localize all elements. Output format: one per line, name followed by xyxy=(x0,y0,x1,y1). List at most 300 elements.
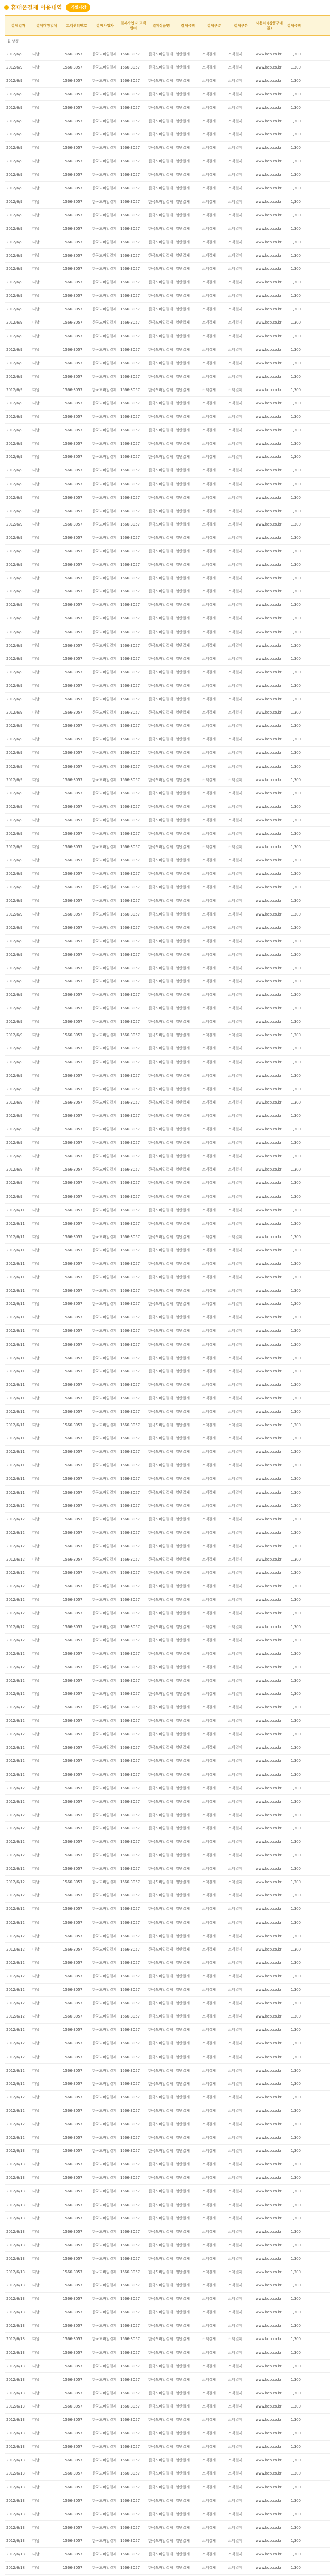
table-cell: 1566-3057 xyxy=(120,656,140,661)
table-cell: 소액결제 xyxy=(202,683,216,688)
table-cell: 소액결제 xyxy=(228,1248,243,1252)
table-cell: 2012/6/12 xyxy=(6,1799,25,1804)
table-cell: 다날 xyxy=(32,643,40,648)
table-row xyxy=(5,1137,330,1150)
table-cell: 소액결제 xyxy=(228,1880,243,1885)
table-cell: 소액결제 xyxy=(228,2324,243,2328)
table-cell: 1,300 xyxy=(290,656,301,661)
table-cell: 1566-3057 xyxy=(63,1221,83,1226)
table-cell: 1566-3057 xyxy=(63,2297,83,2301)
table-cell: 다날 xyxy=(32,455,40,460)
table-cell: 2012/6/11 xyxy=(6,1221,25,1226)
table-cell: 한국모바일결제 xyxy=(148,858,173,863)
table-cell: 한국모바일결제 xyxy=(92,2538,117,2543)
table-cell: www.kcp.co.kr xyxy=(256,858,282,863)
table-cell: 다날 xyxy=(32,912,40,917)
table-cell: 1566-3057 xyxy=(120,2270,140,2275)
table-cell: 다날 xyxy=(32,1651,40,1656)
table-cell: 한국모바일결제 xyxy=(92,1584,117,1589)
table-cell: 일반결제 xyxy=(176,495,190,500)
table-cell: 소액결제 xyxy=(202,2297,216,2301)
table-cell: 다날 xyxy=(32,2229,40,2234)
table-cell: www.kcp.co.kr xyxy=(256,253,282,258)
table-cell: 2012/6/18 xyxy=(6,2566,25,2570)
table-cell: 소액결제 xyxy=(202,2122,216,2126)
table-cell: www.kcp.co.kr xyxy=(256,1396,282,1400)
table-cell: 1566-3057 xyxy=(63,1033,83,1038)
table-cell: 한국모바일결제 xyxy=(148,1638,173,1642)
table-cell: 2012/6/13 xyxy=(6,2377,25,2382)
table-cell: 1566-3057 xyxy=(63,1745,83,1750)
table-cell: 소액결제 xyxy=(202,751,216,755)
table-row xyxy=(5,1015,330,1029)
table-cell: 1566-3057 xyxy=(63,2136,83,2140)
table-cell: 2012/6/18 xyxy=(6,2552,25,2556)
table-cell: www.kcp.co.kr xyxy=(256,2001,282,2006)
table-cell: 1566-3057 xyxy=(120,146,140,150)
table-cell: 한국모바일결제 xyxy=(148,2297,173,2301)
table-cell: 2012/6/12 xyxy=(6,1812,25,1817)
table-cell: 1566-3057 xyxy=(120,1638,140,1642)
table-cell: 1,300 xyxy=(290,1732,301,1737)
table-cell: 2012/6/13 xyxy=(6,2283,25,2288)
table-cell: 1,300 xyxy=(290,1530,301,1535)
table-cell: 1566-3057 xyxy=(120,2108,140,2113)
table-cell: 2012/6/9 xyxy=(6,415,23,419)
table-cell: 다날 xyxy=(32,2458,40,2463)
table-cell: 한국모바일결제 xyxy=(148,952,173,957)
table-row xyxy=(5,276,330,290)
table-cell: 다날 xyxy=(32,294,40,298)
table-cell: 일반결제 xyxy=(176,1302,190,1307)
table-cell: 1,300 xyxy=(290,925,301,930)
table-cell: 1,300 xyxy=(290,1100,301,1105)
table-row xyxy=(5,1903,330,1916)
table-cell: 소액결제 xyxy=(228,1812,243,1817)
table-cell: 다날 xyxy=(32,925,40,930)
table-cell: 1566-3057 xyxy=(120,1463,140,1468)
table-cell: 1566-3057 xyxy=(63,2189,83,2194)
table-row xyxy=(5,1459,330,1472)
table-row xyxy=(5,1916,330,1929)
table-cell: 1,300 xyxy=(290,724,301,728)
table-cell: 한국모바일결제 xyxy=(148,2081,173,2086)
table-cell: 소액결제 xyxy=(228,831,243,836)
table-cell: 일반결제 xyxy=(176,1665,190,1669)
table-cell: 1,300 xyxy=(290,307,301,312)
table-cell: 일반결제 xyxy=(176,1503,190,1508)
table-row xyxy=(5,1728,330,1741)
table-cell: 소액결제 xyxy=(228,2189,243,2194)
table-cell: 일반결제 xyxy=(176,1826,190,1831)
table-cell: 1,300 xyxy=(290,1046,301,1051)
table-cell: 소액결제 xyxy=(228,535,243,540)
table-cell: 1,300 xyxy=(290,1974,301,1978)
table-cell: 일반결제 xyxy=(176,2418,190,2422)
table-row xyxy=(5,263,330,276)
table-cell: 한국모바일결제 xyxy=(148,2552,173,2556)
table-cell: www.kcp.co.kr xyxy=(256,1100,282,1105)
table-row xyxy=(5,2427,330,2441)
table-cell: 한국모바일결제 xyxy=(148,791,173,795)
table-cell: 한국모바일결제 xyxy=(92,2485,117,2489)
table-cell: 1,300 xyxy=(290,1691,301,1696)
table-cell: 한국모바일결제 xyxy=(92,697,117,702)
table-cell: 2012/6/13 xyxy=(6,2404,25,2409)
table-cell: 소액결제 xyxy=(202,1261,216,1266)
table-cell: 소액결제 xyxy=(228,415,243,419)
table-cell: 1566-3057 xyxy=(63,643,83,648)
table-cell: 1,300 xyxy=(290,899,301,903)
table-cell: www.kcp.co.kr xyxy=(256,831,282,836)
table-cell: 일반결제 xyxy=(176,2471,190,2476)
table-cell: 2012/6/12 xyxy=(6,2136,25,2140)
table-cell: 다날 xyxy=(32,2028,40,2032)
table-cell: 2012/6/9 xyxy=(6,213,23,217)
table-cell: 소액결제 xyxy=(202,2458,216,2463)
table-cell: www.kcp.co.kr xyxy=(256,132,282,137)
table-cell: www.kcp.co.kr xyxy=(256,1033,282,1038)
table-cell: 2012/6/9 xyxy=(6,589,23,594)
table-cell: 한국모바일결제 xyxy=(92,2566,117,2570)
table-cell: 한국모바일결제 xyxy=(92,1571,117,1575)
table-cell: 한국모바일결제 xyxy=(92,1046,117,1051)
table-cell: 2012/6/13 xyxy=(6,2525,25,2530)
table-cell: 2012/6/9 xyxy=(6,885,23,890)
table-cell: 2012/6/9 xyxy=(6,428,23,433)
table-cell: 일반결제 xyxy=(176,589,190,594)
table-cell: 한국모바일결제 xyxy=(148,1611,173,1616)
table-cell: 다날 xyxy=(32,1867,40,1871)
table-cell: 1566-3057 xyxy=(120,1355,140,1360)
table-cell: 소액결제 xyxy=(228,1113,243,1118)
table-row xyxy=(5,558,330,572)
table-cell: 소액결제 xyxy=(202,1382,216,1387)
table-cell: 1566-3057 xyxy=(63,1450,83,1454)
table-row xyxy=(5,1217,330,1230)
table-cell: 한국모바일결제 xyxy=(148,2566,173,2570)
table-cell: 소액결제 xyxy=(228,2202,243,2207)
table-cell: 2012/6/11 xyxy=(6,1477,25,1481)
table-cell: 다날 xyxy=(32,1517,40,1521)
table-row xyxy=(5,2507,330,2521)
table-cell: 소액결제 xyxy=(202,1974,216,1978)
table-cell: 한국모바일결제 xyxy=(92,159,117,164)
table-cell: 일반결제 xyxy=(176,2055,190,2059)
table-cell: 한국모바일결제 xyxy=(92,387,117,392)
table-cell: 한국모바일결제 xyxy=(92,1113,117,1118)
table-cell: 소액결제 xyxy=(228,683,243,688)
table-cell: 소액결제 xyxy=(228,979,243,984)
table-cell: 한국모바일결제 xyxy=(92,1154,117,1159)
table-cell: 1,300 xyxy=(290,1651,301,1656)
table-cell: 2012/6/9 xyxy=(6,1127,23,1132)
table-cell: 1566-3057 xyxy=(63,2256,83,2261)
table-cell: 1,300 xyxy=(290,374,301,379)
table-cell: www.kcp.co.kr xyxy=(256,1772,282,1777)
table-cell: 1,300 xyxy=(290,1759,301,1764)
table-cell: 1566-3057 xyxy=(120,267,140,272)
table-cell: 다날 xyxy=(32,213,40,217)
table-cell: 2012/6/9 xyxy=(6,132,23,137)
table-cell: 한국모바일결제 xyxy=(148,1960,173,1965)
table-cell: 1566-3057 xyxy=(63,1530,83,1535)
table-cell: 소액결제 xyxy=(228,2068,243,2073)
table-cell: 1566-3057 xyxy=(120,2512,140,2516)
table-cell: 1566-3057 xyxy=(120,1719,140,1723)
table-cell: 다날 xyxy=(32,361,40,365)
table-cell: 1566-3057 xyxy=(120,2471,140,2476)
table-cell: 한국모바일결제 xyxy=(92,858,117,863)
table-cell: 일반결제 xyxy=(176,361,190,365)
table-cell: 1566-3057 xyxy=(120,1073,140,1078)
table-cell: 다날 xyxy=(32,307,40,312)
table-cell: 일반결제 xyxy=(176,1463,190,1468)
table-cell: 소액결제 xyxy=(202,1410,216,1414)
table-cell: 다날 xyxy=(32,2176,40,2180)
table-cell: 다날 xyxy=(32,1396,40,1400)
table-row xyxy=(5,1163,330,1177)
table-cell: 2012/6/9 xyxy=(6,535,23,540)
table-cell: 한국모바일결제 xyxy=(92,1060,117,1064)
table-cell: 소액결제 xyxy=(202,2350,216,2355)
table-cell: www.kcp.co.kr xyxy=(256,1826,282,1831)
table-cell: 한국모바일결제 xyxy=(148,1234,173,1239)
table-cell: 한국모바일결제 xyxy=(92,253,117,258)
table-cell: 2012/6/9 xyxy=(6,1046,23,1051)
table-row xyxy=(5,1594,330,1607)
table-cell: 1566-3057 xyxy=(63,253,83,258)
table-cell: 한국모바일결제 xyxy=(92,2324,117,2328)
table-cell: 소액결제 xyxy=(202,1772,216,1777)
table-cell: 소액결제 xyxy=(228,1181,243,1185)
table-cell: 1,300 xyxy=(290,2525,301,2530)
table-cell: 다날 xyxy=(32,1261,40,1266)
table-cell: 1566-3057 xyxy=(63,1786,83,1790)
table-cell: www.kcp.co.kr xyxy=(256,2202,282,2207)
table-cell: 다날 xyxy=(32,1329,40,1333)
table-cell: 한국모바일결제 xyxy=(148,2229,173,2234)
table-cell: 다날 xyxy=(32,428,40,433)
table-cell: 소액결제 xyxy=(228,1020,243,1024)
table-cell: 소액결제 xyxy=(202,1396,216,1400)
column-header: 사용처 (상품구매일) xyxy=(256,21,283,30)
table-cell: 소액결제 xyxy=(228,105,243,110)
table-cell: 1566-3057 xyxy=(120,1786,140,1790)
table-cell: www.kcp.co.kr xyxy=(256,1705,282,1710)
table-cell: 소액결제 xyxy=(228,1503,243,1508)
table-cell: 한국모바일결제 xyxy=(92,2162,117,2167)
table-cell: 다날 xyxy=(32,1907,40,1911)
table-cell: www.kcp.co.kr xyxy=(256,1087,282,1091)
table-cell: 일반결제 xyxy=(176,1638,190,1642)
table-row xyxy=(5,961,330,975)
table-cell: 소액결제 xyxy=(202,2337,216,2342)
table-cell: 다날 xyxy=(32,1100,40,1105)
table-cell: 2012/6/13 xyxy=(6,2189,25,2194)
table-cell: 2012/6/12 xyxy=(6,2001,25,2006)
table-cell: 다날 xyxy=(32,1302,40,1307)
table-cell: 소액결제 xyxy=(202,737,216,742)
table-cell: 다날 xyxy=(32,616,40,621)
table-cell: 2012/6/12 xyxy=(6,1759,25,1764)
table-cell: 1566-3057 xyxy=(63,294,83,298)
table-cell: 1566-3057 xyxy=(63,186,83,191)
table-cell: 일반결제 xyxy=(176,186,190,191)
table-row xyxy=(5,2225,330,2239)
table-row xyxy=(5,1862,330,1876)
table-cell: 1566-3057 xyxy=(120,1759,140,1764)
table-cell: 다날 xyxy=(32,603,40,607)
table-cell: 한국모바일결제 xyxy=(148,1867,173,1871)
table-cell: 다날 xyxy=(32,2404,40,2409)
table-cell: 1566-3057 xyxy=(63,2364,83,2368)
table-cell: 소액결제 xyxy=(202,267,216,272)
table-cell: 일반결제 xyxy=(176,2108,190,2113)
table-cell: 소액결제 xyxy=(228,92,243,96)
table-cell: 일반결제 xyxy=(176,119,190,124)
table-cell: www.kcp.co.kr xyxy=(256,1907,282,1911)
table-cell: 1566-3057 xyxy=(63,1772,83,1777)
table-cell: 1566-3057 xyxy=(120,1033,140,1038)
table-cell: 소액결제 xyxy=(202,1678,216,1683)
table-cell: 1566-3057 xyxy=(63,2310,83,2315)
table-cell: 일반결제 xyxy=(176,159,190,164)
table-cell: 한국모바일결제 xyxy=(92,1342,117,1347)
table-row xyxy=(5,2145,330,2158)
table-cell: 소액결제 xyxy=(228,1342,243,1347)
table-cell: 소액결제 xyxy=(202,401,216,405)
table-cell: 한국모바일결제 xyxy=(148,253,173,258)
table-cell: 1566-3057 xyxy=(120,993,140,997)
table-cell: 1,300 xyxy=(290,1060,301,1064)
table-cell: 1566-3057 xyxy=(120,2552,140,2556)
table-cell: 1566-3057 xyxy=(120,1812,140,1817)
table-cell: 한국모바일결제 xyxy=(92,630,117,634)
table-cell: 2012/6/9 xyxy=(6,1181,23,1185)
table-row xyxy=(5,316,330,330)
table-cell: 2012/6/9 xyxy=(6,1194,23,1199)
table-cell: 1,300 xyxy=(290,267,301,272)
table-cell: 다날 xyxy=(32,1315,40,1320)
table-row xyxy=(5,1822,330,1835)
table-cell: 일반결제 xyxy=(176,791,190,795)
table-cell: 1566-3057 xyxy=(63,415,83,419)
table-cell: 2012/6/9 xyxy=(6,92,23,96)
table-cell: 2012/6/9 xyxy=(6,791,23,795)
table-cell: 1,300 xyxy=(290,2297,301,2301)
table-cell: 1,300 xyxy=(290,2216,301,2221)
table-cell: 한국모바일결제 xyxy=(148,1033,173,1038)
table-cell: www.kcp.co.kr xyxy=(256,1544,282,1548)
table-cell: 소액결제 xyxy=(202,1719,216,1723)
table-cell: 소액결제 xyxy=(228,2418,243,2422)
table-cell: 1566-3057 xyxy=(63,885,83,890)
table-cell: 소액결제 xyxy=(228,2108,243,2113)
table-cell: 1566-3057 xyxy=(63,1342,83,1347)
table-cell: 1566-3057 xyxy=(63,710,83,715)
table-cell: 2012/6/13 xyxy=(6,2471,25,2476)
table-cell: www.kcp.co.kr xyxy=(256,2297,282,2301)
table-row xyxy=(5,1741,330,1755)
table-row xyxy=(5,1499,330,1513)
table-cell: 다날 xyxy=(32,1275,40,1280)
table-cell: www.kcp.co.kr xyxy=(256,576,282,581)
table-cell: www.kcp.co.kr xyxy=(256,1450,282,1454)
table-cell: 2012/6/11 xyxy=(6,1369,25,1374)
table-cell: 1,300 xyxy=(290,603,301,607)
table-cell: 다날 xyxy=(32,1450,40,1454)
table-cell: 한국모바일결제 xyxy=(92,1934,117,1938)
table-cell: 일반결제 xyxy=(176,1611,190,1616)
table-cell: 소액결제 xyxy=(202,2270,216,2275)
table-cell: www.kcp.co.kr xyxy=(256,1598,282,1602)
table-cell: 2012/6/13 xyxy=(6,2149,25,2154)
table-cell: www.kcp.co.kr xyxy=(256,78,282,83)
table-cell: 1566-3057 xyxy=(63,939,83,943)
table-cell: 일반결제 xyxy=(176,2391,190,2395)
table-cell: 한국모바일결제 xyxy=(148,173,173,177)
table-cell: 1566-3057 xyxy=(120,401,140,405)
table-cell: 1566-3057 xyxy=(63,2552,83,2556)
table-row xyxy=(5,2252,330,2265)
table-cell: 1,300 xyxy=(290,1315,301,1320)
table-cell: 1,300 xyxy=(290,1194,301,1199)
table-cell: 한국모바일결제 xyxy=(148,1893,173,1898)
excel-save-button[interactable]: 엑셀저장 xyxy=(66,3,90,12)
table-cell: 소액결제 xyxy=(202,2538,216,2543)
table-cell: 일반결제 xyxy=(176,2431,190,2436)
table-cell: 2012/6/9 xyxy=(6,522,23,527)
table-cell: 2012/6/12 xyxy=(6,1530,25,1535)
table-cell: 한국모바일결제 xyxy=(148,912,173,917)
table-row xyxy=(5,330,330,343)
table-cell: 소액결제 xyxy=(202,2136,216,2140)
table-cell: 소액결제 xyxy=(228,2014,243,2019)
table-cell: www.kcp.co.kr xyxy=(256,2162,282,2167)
table-cell: 일반결제 xyxy=(176,509,190,513)
table-cell: 다날 xyxy=(32,1786,40,1790)
table-cell: 1566-3057 xyxy=(120,280,140,285)
table-cell: 1,300 xyxy=(290,737,301,742)
table-cell: www.kcp.co.kr xyxy=(256,280,282,285)
table-row xyxy=(5,868,330,881)
table-cell: 다날 xyxy=(32,1073,40,1078)
table-cell: 1566-3057 xyxy=(63,468,83,473)
table-cell: 한국모바일결제 xyxy=(92,1880,117,1885)
table-cell: 한국모바일결제 xyxy=(148,105,173,110)
table-cell: 소액결제 xyxy=(202,1127,216,1132)
table-cell: 1566-3057 xyxy=(120,78,140,83)
table-cell: 한국모바일결제 xyxy=(92,2458,117,2463)
table-cell: 일반결제 xyxy=(176,2149,190,2154)
table-cell: 다날 xyxy=(32,818,40,822)
table-cell: 소액결제 xyxy=(228,495,243,500)
table-cell: 한국모바일결제 xyxy=(92,2404,117,2409)
table-cell: 소액결제 xyxy=(228,387,243,392)
table-cell: 1566-3057 xyxy=(63,818,83,822)
table-cell: www.kcp.co.kr xyxy=(256,1463,282,1468)
table-cell: 1566-3057 xyxy=(63,1638,83,1642)
table-cell: 한국모바일결제 xyxy=(148,1127,173,1132)
table-row xyxy=(5,1190,330,1204)
table-cell: 1566-3057 xyxy=(120,1557,140,1562)
table-cell: 2012/6/12 xyxy=(6,1517,25,1521)
table-cell: 일반결제 xyxy=(176,1100,190,1105)
table-cell: 다날 xyxy=(32,804,40,809)
table-cell: 소액결제 xyxy=(202,2471,216,2476)
table-cell: 일반결제 xyxy=(176,1410,190,1414)
